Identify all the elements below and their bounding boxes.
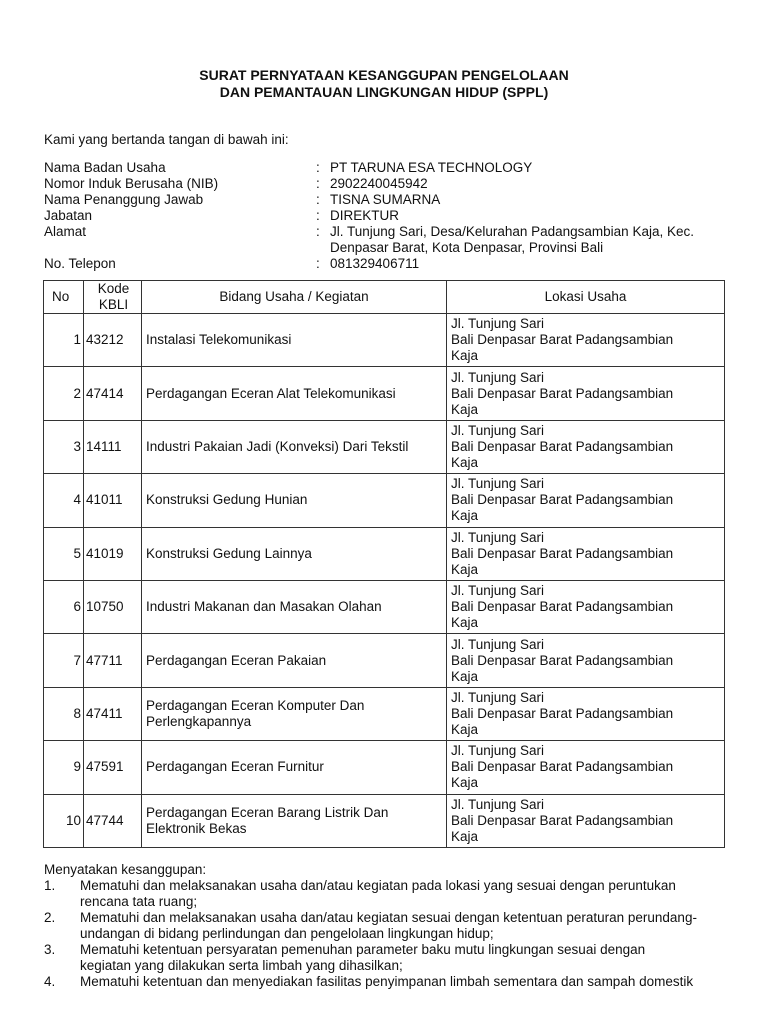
lokasi-line: Bali Denpasar Barat Padangsambian [451, 545, 674, 561]
cell-no: 2 [44, 367, 84, 420]
item-line: Mematuhi dan melaksanakan usaha dan/atau kegiatan sesuai dengan ketentuan peraturan perundang- [80, 910, 697, 925]
info-label: Alamat [44, 224, 87, 239]
item-text [80, 942, 726, 974]
statement-section [44, 862, 726, 990]
info-value-line: Jl. Tunjung Sari, Desa/Kelurahan Padangsambian Kaja, Kec. [330, 224, 694, 239]
cell-lokasi [447, 420, 725, 473]
cell-no: 7 [44, 634, 84, 687]
info-value-line: Denpasar Barat, Kota Denpasar, Provinsi Bali [330, 240, 604, 255]
lokasi-line: Bali Denpasar Barat Padangsambian [451, 759, 674, 775]
statement-heading: Menyatakan kesanggupan: [44, 862, 207, 877]
cell-kbli: 47744 [84, 794, 142, 847]
lokasi-line: Bali Denpasar Barat Padangsambian [451, 705, 674, 721]
cell-bidang [142, 580, 447, 633]
item-number: 1. [44, 878, 56, 893]
lokasi-line: Jl. Tunjung Sari [451, 529, 545, 545]
table-row [44, 580, 725, 633]
header-kbli-line: Kode [97, 281, 130, 296]
cell-kbli: 14111 [84, 420, 142, 473]
cell-kbli: 47711 [84, 634, 142, 687]
cell-lokasi [447, 794, 725, 847]
info-row-penanggung-jawab [44, 192, 734, 208]
info-row-jabatan [44, 208, 734, 224]
company-info [44, 160, 734, 272]
cell-kbli: 10750 [84, 580, 142, 633]
item-line: undangan di bidang perlindungan dan pengelolaan lingkungan hidup; [80, 926, 494, 941]
cell-bidang [142, 314, 447, 367]
bidang-text: Perdagangan Eceran Alat Telekomunikasi [146, 385, 396, 401]
bidang-line: Perdagangan Eceran Komputer Dan [146, 697, 365, 713]
cell-bidang [142, 794, 447, 847]
header-kbli-line: KBLI [98, 297, 129, 312]
item-line: rencana tata ruang; [80, 894, 198, 909]
lokasi-line: Jl. Tunjung Sari [451, 636, 545, 652]
info-colon: : [316, 192, 320, 207]
cell-bidang [142, 527, 447, 580]
bidang-text: Instalasi Telekomunikasi [146, 332, 292, 348]
bidang-text: Konstruksi Gedung Lainnya [146, 545, 312, 561]
info-label: Nama Badan Usaha [44, 160, 166, 175]
table-row [44, 367, 725, 420]
cell-lokasi [447, 580, 725, 633]
cell-kbli: 41019 [84, 527, 142, 580]
table-row [44, 687, 725, 740]
info-colon: : [316, 160, 320, 175]
lokasi-line: Bali Denpasar Barat Padangsambian [451, 652, 674, 668]
cell-kbli: 43212 [84, 314, 142, 367]
table-row [44, 741, 725, 794]
lokasi-line: Kaja [451, 401, 479, 417]
table-row [44, 474, 725, 527]
cell-bidang [142, 634, 447, 687]
statement-item [44, 974, 726, 990]
cell-no: 1 [44, 314, 84, 367]
statement-item [44, 910, 726, 942]
lokasi-line: Bali Denpasar Barat Padangsambian [451, 438, 674, 454]
info-colon: : [316, 208, 320, 223]
cell-no: 3 [44, 420, 84, 473]
lokasi-line: Kaja [451, 561, 479, 577]
lokasi-line: Jl. Tunjung Sari [451, 476, 545, 492]
item-line: Mematuhi ketentuan persyaratan pemenuhan parameter baku mutu lingkungan sesuai dengan [80, 942, 646, 957]
header-no: No [44, 281, 84, 314]
lokasi-line: Jl. Tunjung Sari [451, 369, 545, 385]
info-value: TISNA SUMARNA [330, 192, 441, 207]
table-row [44, 794, 725, 847]
header-kbli [84, 281, 142, 314]
lokasi-line: Jl. Tunjung Sari [451, 583, 545, 599]
table-header-row [44, 281, 725, 314]
info-row-telepon [44, 256, 734, 272]
item-number: 4. [44, 974, 56, 989]
cell-lokasi [447, 367, 725, 420]
lokasi-line: Jl. Tunjung Sari [451, 796, 545, 812]
item-number: 2. [44, 910, 56, 925]
info-row-nib [44, 176, 734, 192]
cell-kbli: 47414 [84, 367, 142, 420]
bidang-text: Industri Makanan dan Masakan Olahan [146, 599, 382, 615]
lokasi-line: Bali Denpasar Barat Padangsambian [451, 385, 674, 401]
cell-no: 10 [44, 794, 84, 847]
item-line: Mematuhi dan melaksanakan usaha dan/atau kegiatan pada lokasi yang sesuai dengan peruntukan [80, 878, 676, 893]
statement-item [44, 942, 726, 974]
lokasi-line: Jl. Tunjung Sari [451, 316, 545, 332]
cell-kbli: 41011 [84, 474, 142, 527]
table-row [44, 527, 725, 580]
item-line: kegiatan yang dilakukan serta limbah yang dihasilkan; [80, 958, 403, 973]
cell-lokasi [447, 474, 725, 527]
lokasi-line: Kaja [451, 348, 479, 364]
info-value: DIREKTUR [330, 208, 400, 223]
cell-no: 5 [44, 527, 84, 580]
cell-lokasi [447, 634, 725, 687]
item-text [80, 974, 726, 990]
lokasi-line: Kaja [451, 454, 479, 470]
header-bidang: Bidang Usaha / Kegiatan [142, 281, 447, 314]
bidang-text: Perdagangan Eceran Pakaian [146, 652, 327, 668]
bidang-line: Perlengkapannya [146, 713, 252, 729]
info-label: No. Telepon [44, 256, 116, 271]
statement-item [44, 878, 726, 910]
item-text [80, 910, 726, 942]
lokasi-line: Bali Denpasar Barat Padangsambian [451, 812, 674, 828]
cell-bidang [142, 741, 447, 794]
table-row [44, 420, 725, 473]
title-line-1: SURAT PERNYATAAN KESANGGUPAN PENGELOLAAN [199, 67, 569, 83]
cell-kbli: 47591 [84, 741, 142, 794]
info-label: Jabatan [44, 208, 93, 223]
intro-text: Kami yang bertanda tangan di bawah ini: [44, 132, 289, 147]
lokasi-line: Jl. Tunjung Sari [451, 743, 545, 759]
info-value: 081329406711 [330, 256, 420, 271]
bidang-line: Perdagangan Eceran Barang Listrik Dan [146, 804, 389, 820]
lokasi-line: Bali Denpasar Barat Padangsambian [451, 492, 674, 508]
item-text [80, 878, 726, 910]
info-label: Nomor Induk Berusaha (NIB) [44, 176, 219, 191]
bidang-text: Perdagangan Eceran Furnitur [146, 759, 324, 775]
lokasi-line: Kaja [451, 721, 479, 737]
info-value: 2902240045942 [330, 176, 428, 191]
lokasi-line: Kaja [451, 508, 479, 524]
lokasi-line: Bali Denpasar Barat Padangsambian [451, 332, 674, 348]
info-colon: : [316, 176, 320, 191]
lokasi-line: Bali Denpasar Barat Padangsambian [451, 599, 674, 615]
bidang-text: Konstruksi Gedung Hunian [146, 492, 308, 508]
info-colon: : [316, 256, 320, 271]
table-row [44, 634, 725, 687]
title-line-2: DAN PEMANTAUAN LINGKUNGAN HIDUP (SPPL) [219, 84, 549, 100]
info-value [330, 224, 734, 256]
header-lokasi: Lokasi Usaha [447, 281, 725, 314]
cell-bidang [142, 687, 447, 740]
bidang-line: Elektronik Bekas [146, 820, 247, 836]
lokasi-line: Jl. Tunjung Sari [451, 422, 545, 438]
document-title [0, 67, 768, 101]
lokasi-line: Kaja [451, 775, 479, 791]
table-row [44, 314, 725, 367]
bidang-text: Industri Pakaian Jadi (Konveksi) Dari Tekstil [146, 438, 409, 454]
cell-no: 4 [44, 474, 84, 527]
lokasi-line: Kaja [451, 668, 479, 684]
info-row-nama-badan-usaha [44, 160, 734, 176]
info-colon: : [316, 224, 320, 239]
info-value: PT TARUNA ESA TECHNOLOGY [330, 160, 533, 175]
cell-no: 6 [44, 580, 84, 633]
lokasi-line: Jl. Tunjung Sari [451, 689, 545, 705]
business-activity-table [43, 280, 725, 848]
info-row-alamat [44, 224, 734, 256]
cell-bidang [142, 420, 447, 473]
item-number: 3. [44, 942, 56, 957]
cell-lokasi [447, 527, 725, 580]
cell-lokasi [447, 314, 725, 367]
cell-bidang [142, 474, 447, 527]
cell-kbli: 47411 [84, 687, 142, 740]
lokasi-line: Kaja [451, 828, 479, 844]
cell-lokasi [447, 741, 725, 794]
cell-no: 9 [44, 741, 84, 794]
cell-bidang [142, 367, 447, 420]
cell-lokasi [447, 687, 725, 740]
item-line: Mematuhi ketentuan dan menyediakan fasilitas penyimpanan limbah sementara dan sampah domestik [80, 974, 694, 989]
cell-no: 8 [44, 687, 84, 740]
info-label: Nama Penanggung Jawab [44, 192, 204, 207]
lokasi-line: Kaja [451, 615, 479, 631]
